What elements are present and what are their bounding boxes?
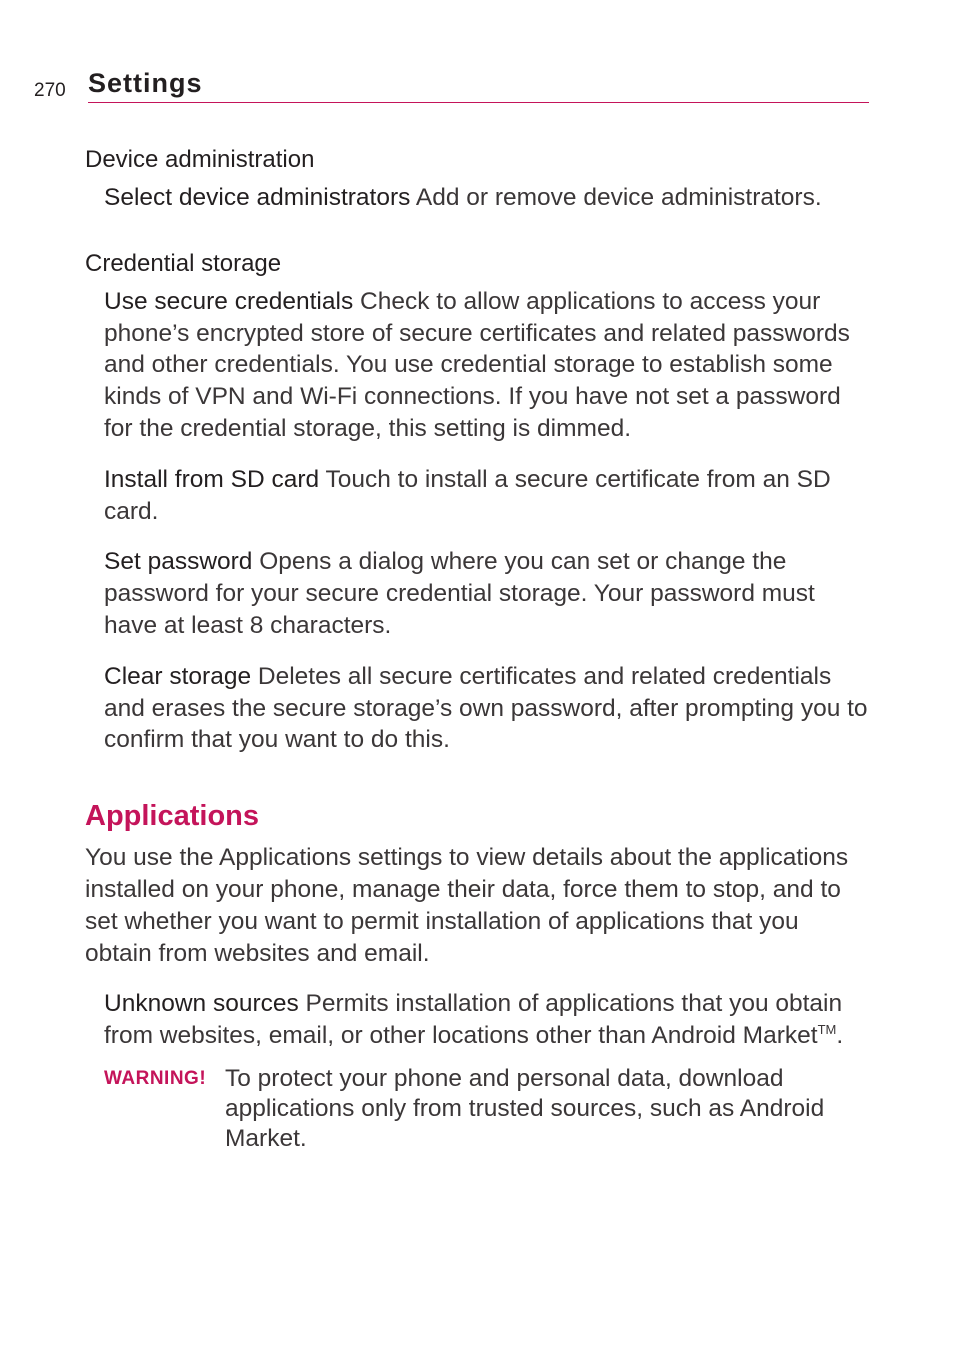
trademark-mark: TM bbox=[817, 1021, 837, 1037]
warning-text: To protect your phone and personal data, download applications only from trusted sources, such as Android Market. bbox=[225, 1064, 825, 1152]
entry-description-end: . bbox=[836, 1022, 844, 1050]
entry-description-text: Permits installation of applications that you obtain from websites, email, or other locations other than Android Market bbox=[104, 990, 843, 1050]
entry-term: Clear storage bbox=[104, 662, 252, 690]
warning-label: WARNING! bbox=[104, 1067, 207, 1089]
entry-description: Add or remove device administrators. bbox=[415, 184, 822, 211]
entry-term: Unknown sources bbox=[104, 990, 299, 1018]
unknown-sources-entry bbox=[104, 988, 869, 1052]
warning-note bbox=[104, 1064, 869, 1154]
page-content bbox=[85, 144, 869, 1154]
entry-description: Opens a dialog where you can set or change the password for your secure credential storage. Your password must have at least 8 characters. bbox=[104, 548, 815, 639]
clear-storage-entry bbox=[104, 661, 869, 756]
entry-description: Touch to install a secure certificate from an SD card. bbox=[104, 465, 831, 525]
credential-storage-title: Credential storage bbox=[85, 249, 282, 277]
entry-description: Deletes all secure certificates and related credentials and erases the secure storage’s own password, after prompting you to confirm that you want to do this. bbox=[104, 662, 868, 754]
page-number: 270 bbox=[34, 80, 66, 101]
set-password-entry bbox=[104, 546, 869, 641]
applications-heading: Applications bbox=[85, 800, 260, 833]
entry-term: Use secure credentials bbox=[104, 287, 354, 315]
select-device-administrators-entry bbox=[104, 182, 869, 214]
applications-intro: You use the Applications settings to view details about the applications installed on your phone, manage their data, force them to stop, and to set whether you want to permit installation of applications that you obtain from websites and email. bbox=[85, 844, 849, 967]
install-from-sd-card-entry bbox=[104, 464, 869, 528]
page-header bbox=[34, 68, 869, 104]
entry-description: Check to allow applications to access your phone’s encrypted store of secure certificates and related passwords and other credentials. You use credential storage to establish some kinds of VPN and Wi-Fi connections. If you have not set a password for the credential storage, this setting is dimmed. bbox=[104, 287, 850, 442]
entry-term: Set password bbox=[104, 548, 253, 576]
section-title: Settings bbox=[88, 68, 203, 98]
entry-term: Select device administrators bbox=[104, 184, 411, 211]
device-administration-title: Device administration bbox=[85, 146, 315, 173]
use-secure-credentials-entry bbox=[104, 286, 869, 445]
header-rule bbox=[88, 102, 869, 103]
entry-term: Install from SD card bbox=[104, 465, 320, 493]
